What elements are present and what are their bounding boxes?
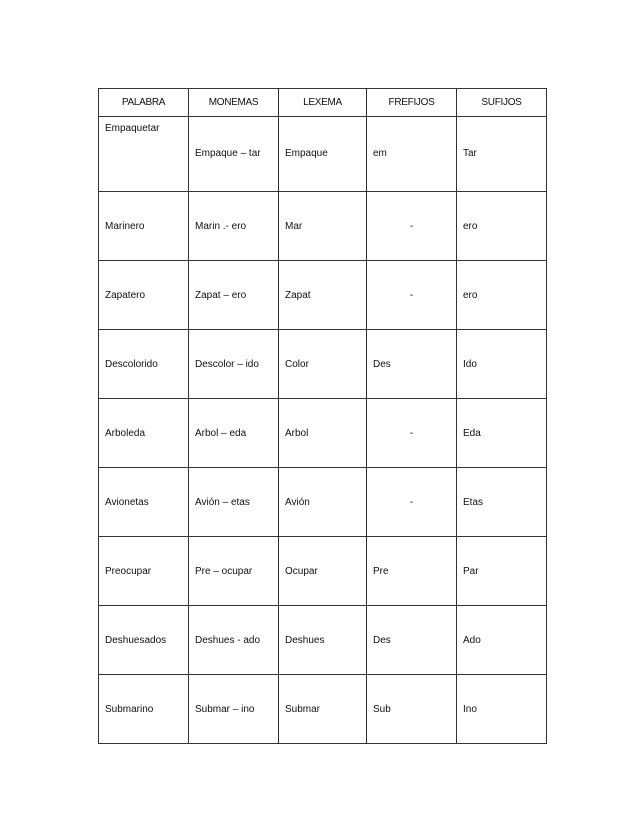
cell-monemas: Pre – ocupar — [189, 537, 279, 606]
header-prefijos: FREFIJOS — [367, 89, 457, 117]
table-row — [99, 468, 547, 537]
cell-lexema: Ocupar — [279, 537, 367, 606]
cell-palabra: Preocupar — [99, 537, 189, 606]
cell-sufijo: Etas — [457, 468, 547, 537]
cell-sufijo: Par — [457, 537, 547, 606]
cell-monemas: Marin .- ero — [189, 192, 279, 261]
table-row — [99, 261, 547, 330]
cell-sufijo: Ino — [457, 675, 547, 744]
cell-prefijo: - — [367, 192, 457, 261]
cell-palabra: Empaquetar — [99, 117, 189, 192]
cell-lexema: Submar — [279, 675, 367, 744]
cell-prefijo: Des — [367, 606, 457, 675]
cell-sufijo-text: Tar — [463, 148, 477, 159]
cell-prefijo-text: em — [373, 148, 387, 159]
cell-monemas: Descolor – ido — [189, 330, 279, 399]
cell-lexema: Mar — [279, 192, 367, 261]
cell-monemas: Submar – ino — [189, 675, 279, 744]
cell-sufijo: ero — [457, 261, 547, 330]
cell-palabra: Submarino — [99, 675, 189, 744]
cell-lexema: Avión — [279, 468, 367, 537]
table-row — [99, 675, 547, 744]
cell-prefijo: Des — [367, 330, 457, 399]
cell-prefijo: Pre — [367, 537, 457, 606]
cell-prefijo: - — [367, 261, 457, 330]
cell-monemas: Deshues - ado — [189, 606, 279, 675]
table-row — [99, 606, 547, 675]
cell-sufijo: Eda — [457, 399, 547, 468]
morpheme-table — [98, 88, 547, 744]
cell-monemas: Arbol – eda — [189, 399, 279, 468]
cell-sufijo: Ido — [457, 330, 547, 399]
cell-sufijo — [457, 117, 547, 192]
cell-lexema: Zapat — [279, 261, 367, 330]
cell-sufijo: Ado — [457, 606, 547, 675]
header-lexema: LEXEMA — [279, 89, 367, 117]
table-row — [99, 192, 547, 261]
cell-prefijo: - — [367, 468, 457, 537]
table-row — [99, 330, 547, 399]
cell-lexema: Arbol — [279, 399, 367, 468]
cell-sufijo: ero — [457, 192, 547, 261]
cell-lexema — [279, 117, 367, 192]
cell-lexema: Deshues — [279, 606, 367, 675]
cell-palabra: Descolorido — [99, 330, 189, 399]
header-monemas: MONEMAS — [189, 89, 279, 117]
table-header-row — [99, 89, 547, 117]
table-row — [99, 117, 547, 192]
cell-palabra: Arboleda — [99, 399, 189, 468]
header-sufijos: SUFIJOS — [457, 89, 547, 117]
cell-monemas: Avión – etas — [189, 468, 279, 537]
cell-palabra: Deshuesados — [99, 606, 189, 675]
cell-palabra: Avionetas — [99, 468, 189, 537]
table-row — [99, 399, 547, 468]
cell-monemas — [189, 117, 279, 192]
cell-prefijo: - — [367, 399, 457, 468]
cell-prefijo — [367, 117, 457, 192]
cell-monemas-text: Empaque – tar — [195, 148, 261, 159]
cell-monemas: Zapat – ero — [189, 261, 279, 330]
cell-palabra: Zapatero — [99, 261, 189, 330]
cell-lexema-text: Empaque — [285, 148, 328, 159]
cell-prefijo: Sub — [367, 675, 457, 744]
table-row — [99, 537, 547, 606]
cell-palabra: Marinero — [99, 192, 189, 261]
cell-lexema: Color — [279, 330, 367, 399]
header-palabra: PALABRA — [99, 89, 189, 117]
